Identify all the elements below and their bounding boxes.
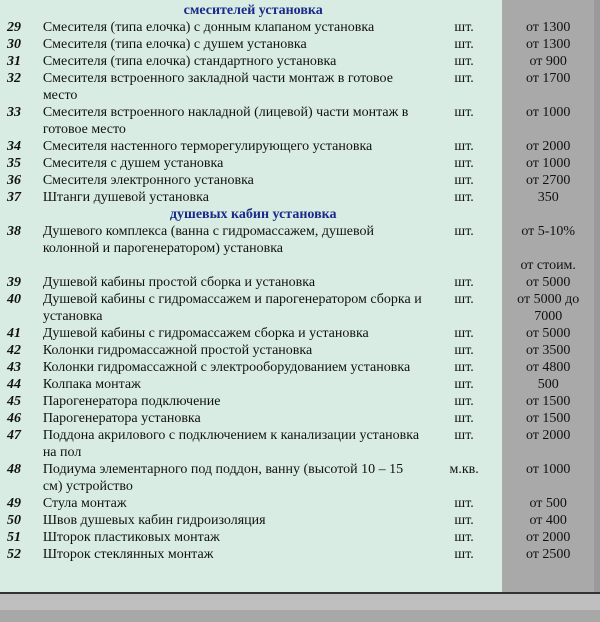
- row-number: 52: [7, 547, 21, 562]
- row-number: 44: [7, 377, 21, 392]
- row-unit: шт.: [454, 105, 474, 120]
- row-price: от 2500: [525, 547, 571, 562]
- table-row: [4, 53, 594, 70]
- table-row: [4, 495, 594, 512]
- row-price: от 900: [529, 54, 567, 69]
- table-row: [4, 325, 594, 342]
- row-price: от 4800: [525, 360, 571, 375]
- row-price: от 2000: [525, 428, 571, 443]
- right-edge-strip: [594, 0, 600, 620]
- row-number: 30: [7, 37, 21, 52]
- table-row: [4, 274, 594, 291]
- row-price: от 1700: [525, 71, 571, 86]
- row-number: 35: [7, 156, 21, 171]
- row-description: Швов душевых кабин гидроизоляция: [42, 513, 266, 528]
- row-price: от 500: [529, 496, 567, 511]
- row-number: 39: [7, 275, 21, 290]
- row-unit: шт.: [454, 224, 474, 239]
- row-unit: шт.: [454, 377, 474, 392]
- row-description: Колонки гидромассажной с электрооборудованием установка: [42, 360, 411, 375]
- row-number: 38: [7, 224, 21, 239]
- row-price: от 5-10%: [521, 224, 576, 239]
- table-row: [4, 410, 594, 427]
- row-description: Душевого комплекса (ванна с гидромассажем, душевой колонной и парогенератором) установка: [42, 224, 374, 256]
- row-price-extra: от стоим.: [520, 258, 576, 273]
- row-unit: шт.: [454, 190, 474, 205]
- table-row: [4, 172, 594, 189]
- row-price: от 5000 до 7000: [517, 292, 580, 324]
- row-price: от 1000: [525, 462, 571, 477]
- row-description: Смесителя (типа елочка) с душем установка: [42, 37, 307, 52]
- table-row: [4, 36, 594, 53]
- row-description: Колонки гидромассажной простой установка: [42, 343, 313, 358]
- table-row: [4, 529, 594, 546]
- row-description: Штанги душевой установка: [42, 190, 209, 205]
- table-row: [4, 104, 594, 138]
- row-unit: шт.: [454, 20, 474, 35]
- row-number: 41: [7, 326, 21, 341]
- table-row: [4, 359, 594, 376]
- table-row: [4, 291, 594, 325]
- row-number: 47: [7, 428, 21, 443]
- row-price: 500: [537, 377, 559, 392]
- table-row: [4, 512, 594, 529]
- table-row: [4, 376, 594, 393]
- row-price: от 1000: [525, 105, 571, 120]
- row-unit: м.кв.: [449, 462, 479, 477]
- row-number: 51: [7, 530, 21, 545]
- row-description: Парогенератора подключение: [42, 394, 221, 409]
- row-description: Смесителя встроенного закладной части монтаж в готовое место: [42, 71, 393, 103]
- section-header: [4, 2, 594, 19]
- row-price: от 1300: [525, 20, 571, 35]
- row-number: 31: [7, 54, 21, 69]
- table-row: [4, 189, 594, 206]
- table-row: [4, 342, 594, 359]
- row-number: 46: [7, 411, 21, 426]
- row-number: 42: [7, 343, 21, 358]
- table-row: [4, 546, 594, 563]
- row-unit: шт.: [454, 173, 474, 188]
- row-price: от 1300: [525, 37, 571, 52]
- row-price: от 2000: [525, 530, 571, 545]
- row-number: 32: [7, 71, 21, 86]
- row-unit: шт.: [454, 411, 474, 426]
- row-number: 43: [7, 360, 21, 375]
- row-unit: шт.: [454, 275, 474, 290]
- section-title: смесителей установка: [183, 3, 323, 18]
- row-price: от 2000: [525, 139, 571, 154]
- row-number: 48: [7, 462, 21, 477]
- row-price: 350: [537, 190, 559, 205]
- row-number: 34: [7, 139, 21, 154]
- row-description: Смесителя настенного терморегулирующего установка: [42, 139, 373, 154]
- row-price: от 5000: [525, 326, 571, 341]
- table-row: [4, 461, 594, 495]
- row-description: Шторок пластиковых монтаж: [42, 530, 220, 545]
- table-row: [4, 223, 594, 257]
- row-description: Колпака монтаж: [42, 377, 141, 392]
- row-price: от 3500: [525, 343, 571, 358]
- row-unit: шт.: [454, 139, 474, 154]
- row-description: Подиума элементарного под поддон, ванну (высотой 10 – 15 см) устройство: [42, 462, 404, 494]
- row-unit: шт.: [454, 54, 474, 69]
- row-description: Душевой кабины с гидромассажем и парогенератором сборка и установка: [42, 292, 422, 324]
- row-unit: шт.: [454, 326, 474, 341]
- row-unit: шт.: [454, 71, 474, 86]
- row-number: 40: [7, 292, 21, 307]
- row-description: Душевой кабины простой сборка и установка: [42, 275, 316, 290]
- row-unit: шт.: [454, 394, 474, 409]
- row-price: от 400: [529, 513, 567, 528]
- row-number: 29: [7, 20, 21, 35]
- row-description: Шторок стеклянных монтаж: [42, 547, 214, 562]
- row-unit: шт.: [454, 428, 474, 443]
- row-number: 36: [7, 173, 21, 188]
- section-header: [4, 206, 594, 223]
- row-unit: шт.: [454, 530, 474, 545]
- row-description: Душевой кабины с гидромассажем сборка и установка: [42, 326, 369, 341]
- row-description: Смесителя электронного установка: [42, 173, 254, 188]
- table-row-continuation: [4, 257, 594, 274]
- row-number: 45: [7, 394, 21, 409]
- row-unit: шт.: [454, 547, 474, 562]
- price-table: [4, 2, 594, 563]
- row-unit: шт.: [454, 292, 474, 307]
- table-row: [4, 19, 594, 36]
- row-price: от 1000: [525, 156, 571, 171]
- row-number: 50: [7, 513, 21, 528]
- row-unit: шт.: [454, 156, 474, 171]
- row-unit: шт.: [454, 37, 474, 52]
- row-price: от 1500: [525, 411, 571, 426]
- row-unit: шт.: [454, 513, 474, 528]
- row-description: Стула монтаж: [42, 496, 127, 511]
- row-number: 37: [7, 190, 21, 205]
- row-price: от 5000: [525, 275, 571, 290]
- row-description: Смесителя встроенного накладной (лицевой) части монтаж в готовое место: [42, 105, 409, 137]
- table-row: [4, 70, 594, 104]
- row-description: Смесителя (типа елочка) с донным клапаном установка: [42, 20, 375, 35]
- row-price: от 2700: [525, 173, 571, 188]
- bottom-border: [0, 592, 600, 622]
- row-unit: шт.: [454, 360, 474, 375]
- row-description: Смесителя (типа елочка) стандартного установка: [42, 54, 337, 69]
- row-number: 49: [7, 496, 21, 511]
- table-row: [4, 393, 594, 410]
- row-unit: шт.: [454, 343, 474, 358]
- row-unit: шт.: [454, 496, 474, 511]
- row-price: от 1500: [525, 394, 571, 409]
- row-number: 33: [7, 105, 21, 120]
- table-row: [4, 138, 594, 155]
- section-title: душевых кабин установка: [169, 207, 337, 222]
- row-description: Поддона акрилового с подключением к канализации установка на пол: [42, 428, 420, 460]
- row-description: Парогенератора установка: [42, 411, 201, 426]
- table-row: [4, 155, 594, 172]
- table-row: [4, 427, 594, 461]
- row-description: Смесителя с душем установка: [42, 156, 224, 171]
